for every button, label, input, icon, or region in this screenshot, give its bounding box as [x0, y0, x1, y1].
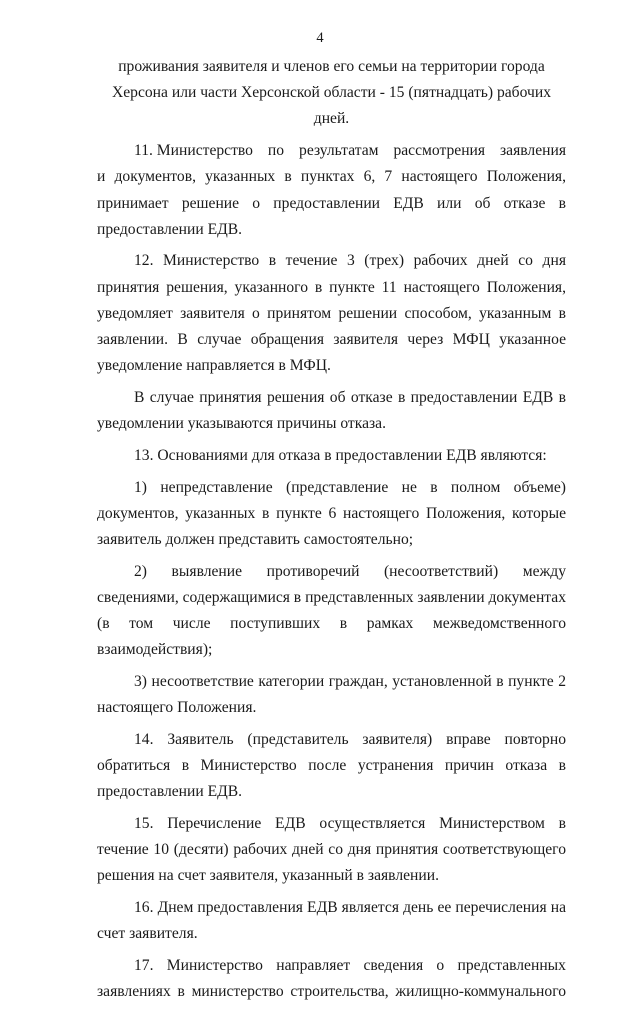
- paragraph-11: [97, 138, 566, 243]
- paragraph-16: 16. Днем предоставления ЕДВ является день ее перечисления на счет заявителя.: [97, 899, 566, 943]
- paragraph-11-first-line: [97, 138, 566, 164]
- paragraph-12: 12. Министерство в течение 3 (трех) рабочих дней со дня принятия решения, указанного в пункте 11 настоящего Положения, уведомляет заявителя о принятом решении способом, указанным в заявлении. В случае обращения заявителя через МФЦ указанное уведомление направляется в МФЦ.: [97, 252, 566, 375]
- paragraph-12-refusal: В случае принятия решения об отказе в предоставлении ЕДВ в уведомлении указываются причины отказа.: [97, 388, 566, 433]
- document-body: [97, 54, 566, 1011]
- paragraph-13-item-2: 2) выявление противоречий (несоответствий) между сведениями, содержащимися в представленных заявлении документах (в том числе поступивших в рамках межведомственного взаимодействия);: [97, 562, 567, 659]
- paragraph-13: 13. Основаниями для отказа в предоставлении ЕДВ являются:: [134, 446, 547, 464]
- word: сведения: [363, 957, 424, 974]
- word: направляет: [276, 957, 351, 974]
- page-number: 4: [316, 30, 324, 46]
- word: по: [267, 142, 285, 160]
- paragraph-17-rest: заявлениях в министерство строительства, жилищно-коммунального: [97, 983, 566, 1001]
- paragraph-13-item-3: 3) несоответствие категории граждан, установленной в пункте 2 настоящего Положения.: [97, 672, 566, 717]
- word: результатам: [299, 142, 379, 160]
- word: рассмотрения: [393, 142, 486, 160]
- word: Министерство: [166, 957, 263, 974]
- word: о: [436, 957, 445, 974]
- paragraph-continuation: проживания заявителя и членов его семьи на территории города Херсона или части Херсонской области - 15 (пятнадцать) рабочих дней.: [111, 58, 551, 128]
- paragraph-14: 14. Заявитель (представитель заявителя) вправе повторно обратиться в Министерство после устранения причин отказа в предоставлении ЕДВ.: [97, 730, 566, 801]
- paragraph-11-rest: и документов, указанных в пунктах 6, 7 настоящего Положения, принимает решение о предоставлении ЕДВ или об отказе в предоставлении ЕДВ.: [97, 168, 566, 238]
- word: представленных: [457, 957, 566, 974]
- word: 11. Министерство: [134, 142, 253, 160]
- paragraph-17: [97, 953, 566, 1005]
- word: 17.: [134, 957, 154, 974]
- paragraph-15: 15. Перечисление ЕДВ осуществляется Министерством в течение 10 (десяти) рабочих дней со дня принятия соответствующего решения на счет заявителя, указанный в заявлении.: [97, 814, 566, 885]
- word: заявления: [500, 142, 566, 160]
- paragraph-17-second-line: [97, 979, 566, 1005]
- paragraph-17-first-line: [97, 953, 566, 979]
- paragraph-13-item-1: 1) непредставление (представление не в полном объеме) документов, указанных в пункте 6 настоящего Положения, которые заявитель должен представить самостоятельно;: [97, 478, 566, 548]
